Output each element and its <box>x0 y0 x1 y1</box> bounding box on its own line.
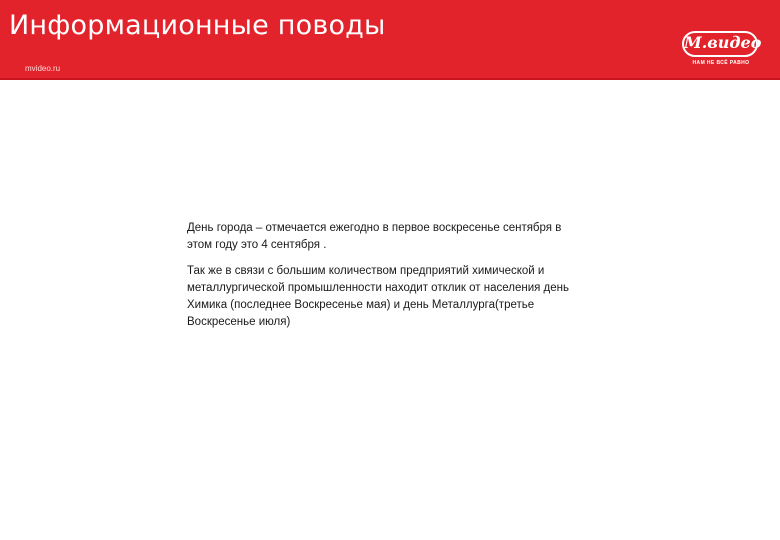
logo-text: M.видео <box>684 33 762 52</box>
paragraph-line: этом году это 4 сентября . <box>187 239 327 251</box>
site-url: mvideo.ru <box>25 64 61 73</box>
paragraph-line: День города – отмечается ежегодно в первое воскресенье сентября в <box>187 222 562 234</box>
mvideo-logo <box>680 31 762 67</box>
paragraph-city-day <box>187 220 627 254</box>
paragraph-line: Так же в связи с большим количеством предприятий химической и <box>187 265 545 277</box>
logo-slogan: НАМ НЕ ВСЁ РАВНО <box>692 60 750 66</box>
header-bar <box>0 0 780 80</box>
header-divider <box>0 78 780 80</box>
paragraph-industry-days <box>187 263 627 331</box>
paragraph-line: Химика (последнее Воскресенье мая) и день Металлурга(третье <box>187 299 535 311</box>
paragraph-line: металлургической промышленности находит отклик от населения день <box>187 282 569 294</box>
page-title: Информационные поводы <box>9 10 386 41</box>
body-text <box>187 220 627 340</box>
paragraph-line: Воскресенье июля) <box>187 316 291 328</box>
